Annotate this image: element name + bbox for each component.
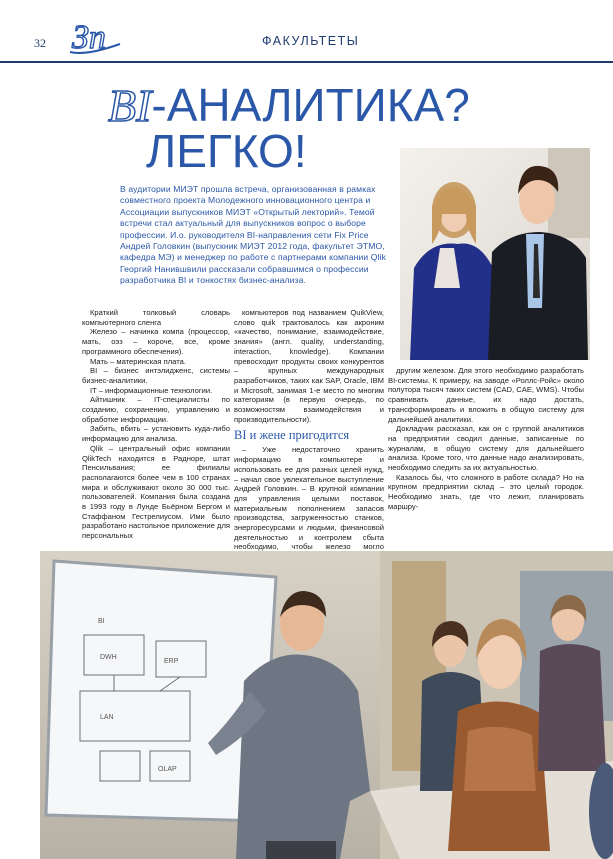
whiteboard-word: OLAP xyxy=(158,766,177,773)
text-paragraph: Qlik – центральный офис компании QlikTech находится в Радноре, штат Пенсильвания; ее филиалы располагаются более чем в 100 странах мира и обслуживают около 30 000 тыс. пользователей. Компания была создана в 1993 году в Лунде Бьёрном Бергом и Стаффаном Гестрелиусом. Ими было разработано настольное приложение для персональных xyxy=(82,443,230,541)
article-column-2 xyxy=(234,308,384,580)
text-paragraph: – Уже недостаточно хранить информацию в компьютере и использовать ее для разных целей нужд, – начал свое увлекательное выступление Андрей Головкин. – В крупной компании для управления целыми поставок, материальным пополнением запасов производства, загруженностью станков, энергоресурсами и людьми, финансовой деятельностью и контролем сбыта необходимо, чтобы железо могло xyxy=(234,445,384,552)
subheading: BI и жене пригодится xyxy=(234,428,350,443)
text-paragraph: другим железом. Для этого необходимо разработать BI-системы. К примеру, на заводе «Роллс-Ройс» около полутора тысяч таких систем (CAD, CAE, WMS). Чтобы сравнивать данные, их надо достать, трансформировать и вложить в общую систему для дальнейшей аналитики. xyxy=(388,366,584,424)
text-paragraph: компьютеров под названием QuikView, слово quik трактовалось как акроним «качество, понимание, взаимодействие, знания» (англ. quality, understanding, interaction, knowledge). Компании превосходит продукты своих конкурентов – крупных международных разработчиков, таких как SAP, Oracle, IBM и Microsoft, занимая 1-е место по многим категориям (в первую очередь, по возможностям взаимодействия и производительности). xyxy=(234,308,384,424)
header-divider xyxy=(0,61,613,63)
page-number: 32 xyxy=(34,36,46,50)
headline-line2: ЛЕГКО! xyxy=(146,125,307,177)
section-title: ФАКУЛЬТЕТЫ xyxy=(262,34,360,48)
text-paragraph: Айтишник – IT-специалисты по созданию, сохранению, управлению и обработке информации. xyxy=(82,395,230,424)
text-paragraph: Докладчик рассказал, как он с группой аналитиков на предприятии сводил данные, записанные по журналам, в общую систему для дальнейшего анализа. Кроме того, что данные надо анализировать, необходимо следить за их актуальностью. xyxy=(388,424,584,473)
whiteboard-word: ERP xyxy=(164,658,179,665)
article-column-1 xyxy=(82,308,230,580)
magazine-logo xyxy=(66,14,124,60)
text-paragraph: Мать – материнская плата. xyxy=(90,356,186,366)
headline-line1 xyxy=(108,80,470,131)
whiteboard-word: DWH xyxy=(100,654,117,661)
whiteboard-word: BI xyxy=(98,618,105,625)
text-paragraph: Железо – начинка компа (процессор, мать, оэз – короче, все, кроме программного обеспечения). xyxy=(82,327,230,356)
text-paragraph: IT – информационные технологии. xyxy=(90,385,213,395)
logo-text: Зп xyxy=(72,19,106,56)
headline-analytics: -АНАЛИТИКА? xyxy=(151,79,470,131)
text-paragraph: Краткий толковый словарь компьютерного сленга xyxy=(82,308,230,327)
headline-bi: BI xyxy=(108,80,152,131)
article-column-3 xyxy=(388,366,584,582)
speakers-photo xyxy=(400,148,590,360)
whiteboard-word: LAN xyxy=(100,714,114,721)
text-paragraph: Казалось бы, что сложного в работе склада? Но на крупном предприятии склад – это целый городок. Необходимо знать, где что лежит, планировать маршру- xyxy=(388,472,584,511)
lecture-photo xyxy=(40,551,613,859)
lead-paragraph: В аудитории МИЭТ прошла встреча, организованная в рамках совместного проекта Молодежного инновационного центра и Ассоциации выпускников МИЭТ «Открытый лекторий». Темой встречи стал актуальный для выпускников вопрос о выборе профессии. И.о. руководителя BI-направления сети Fix Price Андрей Головкин (выпускник МИЭТ 2012 года, факультет ЭТМО, кафедра МЭ) и менеджер по работе с партнерами компании Qlik Георгий Нанившвили рассказали собравшимся о профессии разработчика BI и тонкостях бизнес-анализа. xyxy=(120,184,386,286)
text-paragraph: BI – бизнес интэлидженс, системы бизнес-аналитики. xyxy=(82,366,230,385)
text-paragraph: Забить, вбить – установить куда-либо информацию для анализа. xyxy=(82,424,230,444)
